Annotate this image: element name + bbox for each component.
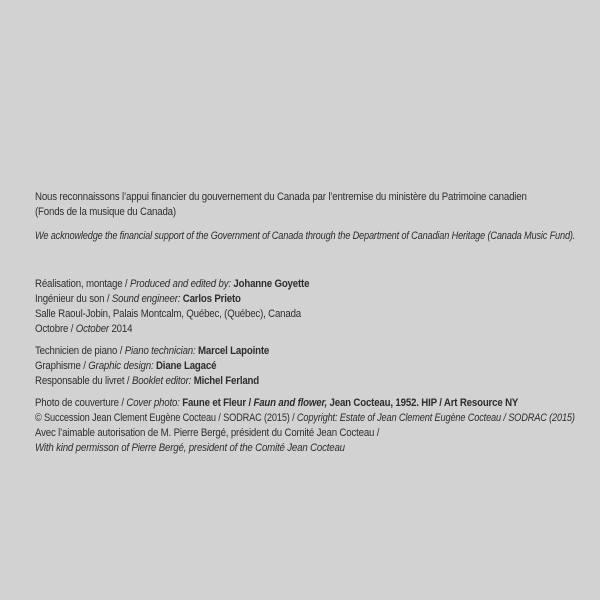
text-segment: (Fonds de la musique du Canada)	[35, 206, 176, 218]
text-segment: Cover photo:	[126, 397, 180, 409]
text-line	[35, 396, 532, 411]
text-line	[35, 277, 532, 292]
text-line	[35, 322, 532, 337]
funding-acknowledgement-en	[35, 229, 600, 244]
text-segment: Marcel Lapointe	[198, 345, 270, 357]
text-segment: Faune et Fleur	[182, 397, 246, 409]
text-segment: October	[75, 323, 109, 335]
text-segment: Carlos Prieto	[182, 293, 241, 305]
text-segment: Copyright: Estate of Jean Clement Eugène Cocteau / SODRAC (2015)	[296, 412, 575, 424]
text-line	[35, 229, 576, 244]
text-segment: Johanne Goyette	[233, 278, 310, 290]
text-line	[35, 292, 532, 307]
technical-credits	[35, 344, 600, 389]
text-segment: Salle Raoul-Jobin, Palais Montcalm, Québec, (Québec), Canada	[35, 308, 302, 320]
text-line	[35, 307, 532, 322]
text-segment: 2014	[108, 323, 133, 335]
text-line	[35, 344, 532, 359]
text-segment: Responsable du livret /	[35, 375, 132, 387]
credits-text	[35, 190, 600, 456]
text-line	[35, 426, 532, 441]
text-segment: Jean Cocteau, 1952. HIP / Art Resource NY	[327, 397, 519, 409]
text-segment: Sound engineer:	[111, 293, 181, 305]
text-segment: Graphic design:	[88, 360, 154, 372]
text-segment: Avec l’aimable autorisation de M. Pierre Bergé, président du Comité Jean Cocteau /	[35, 427, 380, 439]
text-segment: Photo de couverture /	[35, 397, 127, 409]
text-line	[35, 441, 532, 456]
text-segment: With kind permisson of Pierre Bergé, president of the Comité Jean Cocteau	[35, 442, 345, 454]
text-segment: Produced and edited by:	[129, 278, 231, 290]
text-line	[35, 359, 532, 374]
text-segment: Nous reconnaissons l’appui financier du gouvernement du Canada par l’entremise du ministère du Patrimoine canadien	[35, 191, 527, 203]
text-segment: © Succession Jean Clement Eugène Cocteau / SODRAC (2015) /	[35, 412, 297, 424]
text-line	[35, 190, 532, 205]
text-segment: Octobre /	[35, 323, 76, 335]
text-segment: Ingénieur du son /	[35, 293, 112, 305]
text-segment: Booklet editor:	[131, 375, 192, 387]
text-segment: Piano technician:	[124, 345, 196, 357]
text-line	[35, 374, 532, 389]
funding-acknowledgement-fr	[35, 190, 600, 220]
text-segment: Michel Ferland	[193, 375, 260, 387]
production-credits	[35, 277, 600, 337]
text-line	[35, 411, 575, 426]
text-segment: Diane Lagacé	[155, 360, 217, 372]
text-segment: /	[245, 397, 254, 409]
text-segment: Graphisme /	[35, 360, 89, 372]
text-segment: Technicien de piano /	[35, 345, 125, 357]
text-segment: We acknowledge the financial support of the Government of Canada through the Department of Canadian Heritage (Canada Music Fund).	[35, 230, 576, 242]
text-segment: Réalisation, montage /	[35, 278, 130, 290]
text-segment: Faun and flower,	[253, 397, 328, 409]
text-line	[35, 205, 532, 220]
cover-photo-credits	[35, 396, 600, 456]
